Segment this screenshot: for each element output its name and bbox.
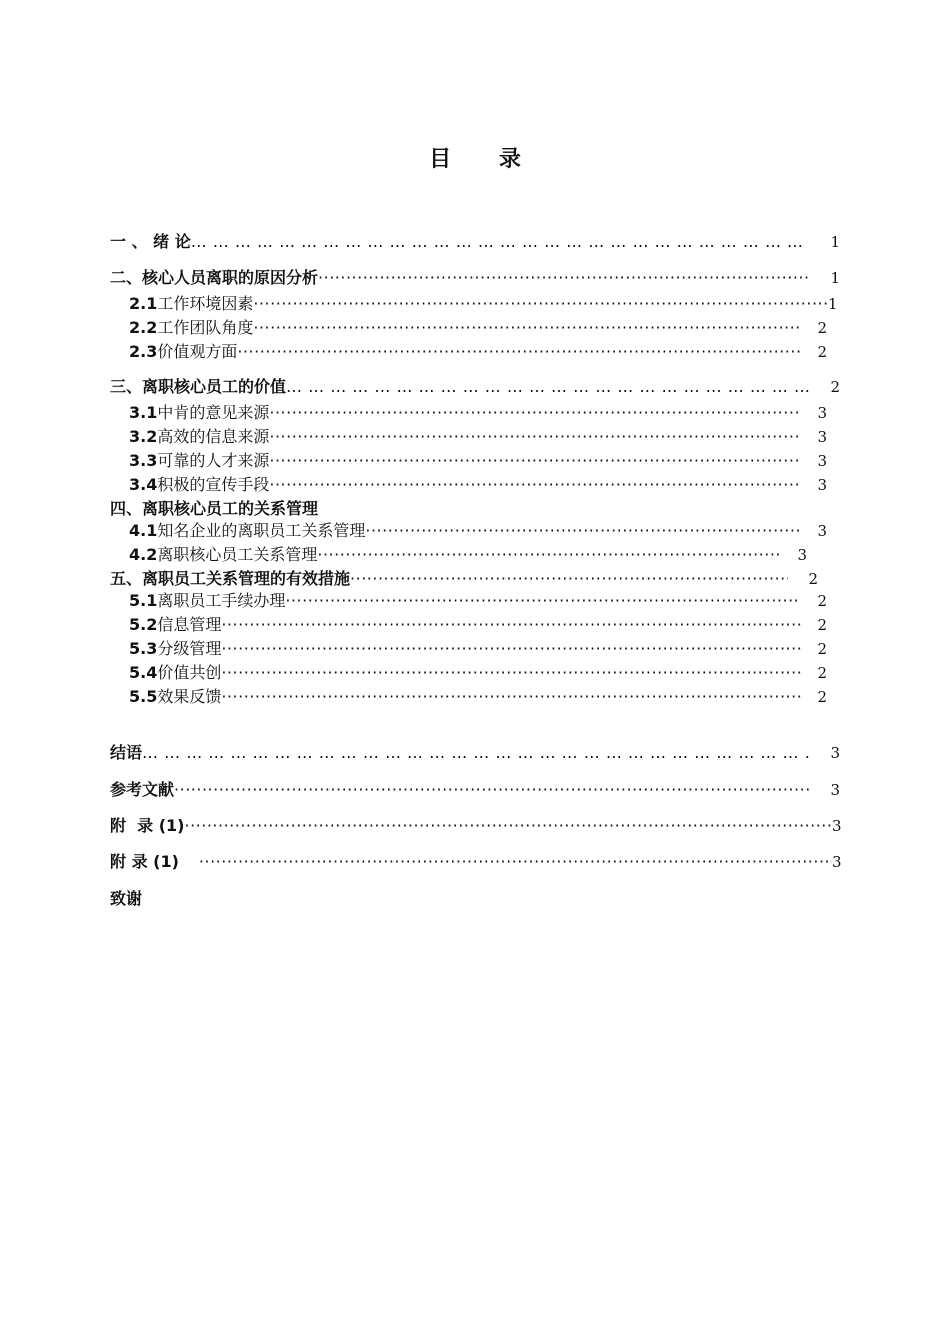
toc-entry-label: 知名企业的离职员工关系管理 xyxy=(157,521,366,540)
toc-entry-label: 离职员工手续办理 xyxy=(157,591,286,610)
toc-entry-label: 分级管理 xyxy=(157,639,222,658)
toc-entry-page: 3 xyxy=(832,853,842,871)
dot-leader xyxy=(174,780,810,799)
dot-leader xyxy=(269,475,801,494)
dot-leader xyxy=(269,451,801,470)
toc-entry-number: 2.3 xyxy=(129,342,158,361)
dot-leader xyxy=(199,852,832,871)
toc-entry-page: 2 xyxy=(817,688,827,706)
toc-entry-number: 5.1 xyxy=(129,591,158,610)
toc-entry-number: 3.4 xyxy=(129,475,158,494)
toc-entry-page: 2 xyxy=(817,616,827,634)
toc-entry-5-1[interactable] xyxy=(129,588,827,612)
toc-entry-2-1[interactable] xyxy=(129,291,838,315)
toc-entry-2-3[interactable] xyxy=(129,339,827,363)
toc-entry-page: 3 xyxy=(817,428,827,446)
toc-entry-page: 3 xyxy=(832,817,842,835)
dot-leader xyxy=(237,342,801,361)
toc-entry-label: 四、离职核心员工的关系管理 xyxy=(110,499,319,518)
toc-entry-label: 积极的宣传手段 xyxy=(157,475,270,494)
toc-entry-5-2[interactable] xyxy=(129,612,827,636)
dot-leader xyxy=(221,663,801,682)
toc-entry-page: 3 xyxy=(817,476,827,494)
toc-entry-label: 信息管理 xyxy=(157,615,222,634)
toc-entry-page: 1 xyxy=(828,295,838,313)
toc-entry-number: 5.4 xyxy=(129,663,158,682)
toc-entry-5-5[interactable] xyxy=(129,684,827,708)
toc-entry-page: 3 xyxy=(817,452,827,470)
toc-entry-3-3[interactable] xyxy=(129,448,827,472)
dot-leader xyxy=(191,232,810,251)
toc-entry-label: 工作环境因素 xyxy=(157,294,254,313)
dot-leader xyxy=(221,615,801,634)
toc-entry-5-3[interactable] xyxy=(129,636,827,660)
toc-entry-number: 4.1 xyxy=(129,521,158,540)
toc-entry-label: 二、核心人员离职的原因分析 xyxy=(110,268,319,287)
toc-entry-label: 一 、 绪 论 xyxy=(110,232,191,251)
dot-leader xyxy=(318,268,810,287)
toc-entry-label: 离职核心员工关系管理 xyxy=(157,545,318,564)
toc-entry-page: 2 xyxy=(817,319,827,337)
toc-entry-number: 5.2 xyxy=(129,615,158,634)
toc-entry-number: 2.2 xyxy=(129,318,158,337)
toc-entry-label: 结语 xyxy=(110,743,143,762)
toc-entry-appendix-b[interactable] xyxy=(110,849,840,873)
dot-leader xyxy=(350,569,788,588)
toc-entry-2-2[interactable] xyxy=(129,315,827,339)
toc-title: 目 录 xyxy=(429,147,541,172)
toc-entry-page: 2 xyxy=(817,343,827,361)
toc-entry-label: 可靠的人才来源 xyxy=(157,451,270,470)
toc-entry-3-2[interactable] xyxy=(129,424,827,448)
toc-entry-4-1[interactable] xyxy=(129,518,827,542)
dot-leader xyxy=(184,816,832,835)
toc-entry-page: 2 xyxy=(817,592,827,610)
toc-entry-number: 4.2 xyxy=(129,545,158,564)
toc-entry-page: 2 xyxy=(830,378,840,396)
toc-entry-3-4[interactable] xyxy=(129,472,827,496)
toc-entry-label: 价值观方面 xyxy=(157,342,238,361)
toc-entry-label: 致谢 xyxy=(110,889,143,908)
dot-leader xyxy=(269,427,801,446)
toc-entry-number: 5.3 xyxy=(129,639,158,658)
toc-entry-section-4[interactable] xyxy=(110,496,318,520)
toc-entry-5-4[interactable] xyxy=(129,660,827,684)
toc-entry-conclusion[interactable] xyxy=(110,740,840,764)
toc-entry-number: 3.2 xyxy=(129,427,158,446)
toc-entry-page: 2 xyxy=(808,570,818,588)
toc-entry-label: 参考文献 xyxy=(110,780,175,799)
toc-entry-page: 1 xyxy=(830,233,840,251)
toc-entry-label: 高效的信息来源 xyxy=(157,427,270,446)
dot-leader xyxy=(253,318,801,337)
toc-entry-number: 2.1 xyxy=(129,294,158,313)
toc-entry-label: 价值共创 xyxy=(157,663,222,682)
toc-entry-page: 2 xyxy=(817,640,827,658)
dot-leader xyxy=(221,639,801,658)
toc-entry-number: 5.5 xyxy=(129,687,158,706)
toc-entry-page: 3 xyxy=(817,404,827,422)
toc-entry-page: 1 xyxy=(830,269,840,287)
toc-entry-references[interactable] xyxy=(110,777,840,801)
toc-entry-3-1[interactable] xyxy=(129,400,827,424)
toc-entry-label: 三、离职核心员工的价值 xyxy=(110,377,287,396)
dot-leader xyxy=(142,743,810,762)
toc-entry-label: 中肯的意见来源 xyxy=(157,403,270,422)
toc-entry-appendix-a[interactable] xyxy=(110,813,840,837)
toc-entry-page: 2 xyxy=(817,664,827,682)
toc-entry-section-2[interactable] xyxy=(110,265,840,289)
toc-entry-section-3[interactable] xyxy=(110,374,840,398)
toc-entry-page: 3 xyxy=(817,522,827,540)
toc-entry-label: 附 录 (1) xyxy=(110,852,179,871)
toc-entry-label: 效果反馈 xyxy=(157,687,222,706)
dot-leader xyxy=(221,687,801,706)
toc-entry-section-5[interactable] xyxy=(110,566,818,590)
toc-entry-introduction[interactable] xyxy=(110,229,840,253)
dot-leader xyxy=(317,545,781,564)
toc-entry-number: 3.3 xyxy=(129,451,158,470)
toc-entry-4-2[interactable] xyxy=(129,542,807,566)
toc-entry-number: 3.1 xyxy=(129,403,158,422)
dot-leader xyxy=(286,377,810,396)
toc-entry-label: 附 录 (1) xyxy=(110,816,185,835)
toc-entry-label: 工作团队角度 xyxy=(157,318,254,337)
toc-entry-page: 3 xyxy=(797,546,807,564)
toc-entry-acknowledgements[interactable] xyxy=(110,886,142,910)
toc-entry-label: 五、离职员工关系管理的有效措施 xyxy=(110,569,351,588)
toc-entry-page: 3 xyxy=(830,781,840,799)
dot-leader xyxy=(285,591,801,610)
dot-leader xyxy=(253,294,828,313)
toc-entry-page: 3 xyxy=(830,744,840,762)
dot-leader xyxy=(365,521,801,540)
dot-leader xyxy=(269,403,801,422)
